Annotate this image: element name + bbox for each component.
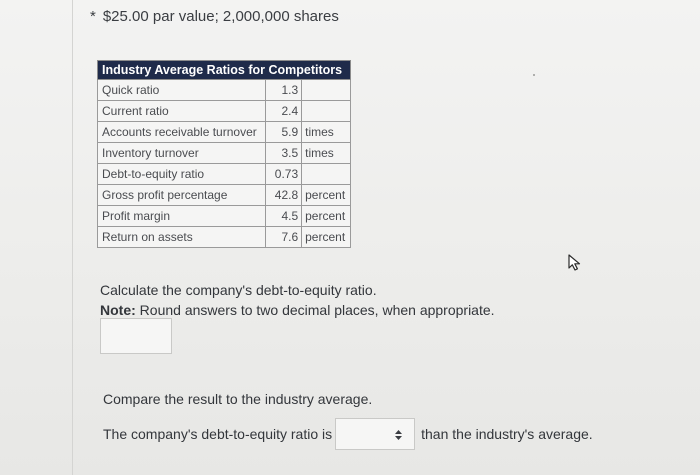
question-instruction: Calculate the company's debt-to-equity ratio. <box>100 282 377 298</box>
table-row <box>98 122 351 143</box>
ratio-name: Quick ratio <box>98 80 266 101</box>
ratio-name: Profit margin <box>98 206 266 227</box>
table-row <box>98 143 351 164</box>
ratio-value: 3.5 <box>265 143 302 164</box>
table-row <box>98 227 351 248</box>
compare-instruction: Compare the result to the industry average. <box>103 391 373 407</box>
industry-ratios-table <box>97 60 351 248</box>
table-row <box>98 185 351 206</box>
ratio-value: 7.6 <box>265 227 302 248</box>
ratio-value: 4.5 <box>265 206 302 227</box>
note-label: Note: <box>100 302 136 318</box>
ratio-name: Current ratio <box>98 101 266 122</box>
sentence-suffix: than the industry's average. <box>421 426 593 442</box>
ratio-unit <box>302 101 351 122</box>
ratio-value: 0.73 <box>265 164 302 185</box>
ratio-name: Gross profit percentage <box>98 185 266 206</box>
mouse-pointer-icon <box>565 252 585 272</box>
ratio-unit: percent <box>302 227 351 248</box>
ratio-value: 1.3 <box>265 80 302 101</box>
footnote <box>90 8 339 25</box>
ratio-unit: percent <box>302 206 351 227</box>
ratio-unit <box>302 80 351 101</box>
sentence-prefix: The company's debt-to-equity ratio is <box>103 426 333 442</box>
debt-to-equity-input[interactable] <box>100 318 172 354</box>
table-row <box>98 101 351 122</box>
ratio-name: Debt-to-equity ratio <box>98 164 266 185</box>
up-down-arrows-icon <box>395 430 402 440</box>
table-row <box>98 206 351 227</box>
ratio-value: 5.9 <box>265 122 302 143</box>
ratio-unit: times <box>302 122 351 143</box>
footnote-text: $25.00 par value; 2,000,000 shares <box>102 8 339 25</box>
comparison-select[interactable] <box>335 418 415 450</box>
content-divider <box>72 0 73 475</box>
table-header-row <box>98 61 351 80</box>
ratio-value: 42.8 <box>265 185 302 206</box>
table-row <box>98 164 351 185</box>
ratio-unit: percent <box>302 185 351 206</box>
ratio-unit <box>302 164 351 185</box>
table-title: Industry Average Ratios for Competitors <box>98 61 351 80</box>
ratio-name: Accounts receivable turnover <box>98 122 266 143</box>
footnote-marker: * <box>90 8 96 25</box>
ratio-name: Inventory turnover <box>98 143 266 164</box>
ratio-unit: times <box>302 143 351 164</box>
stray-dot <box>533 74 535 76</box>
comparison-sentence <box>103 418 593 450</box>
ratio-value: 2.4 <box>265 101 302 122</box>
table-row <box>98 80 351 101</box>
ratio-name: Return on assets <box>98 227 266 248</box>
note-text: Round answers to two decimal places, when appropriate. <box>135 302 495 318</box>
rounding-note <box>100 302 495 318</box>
